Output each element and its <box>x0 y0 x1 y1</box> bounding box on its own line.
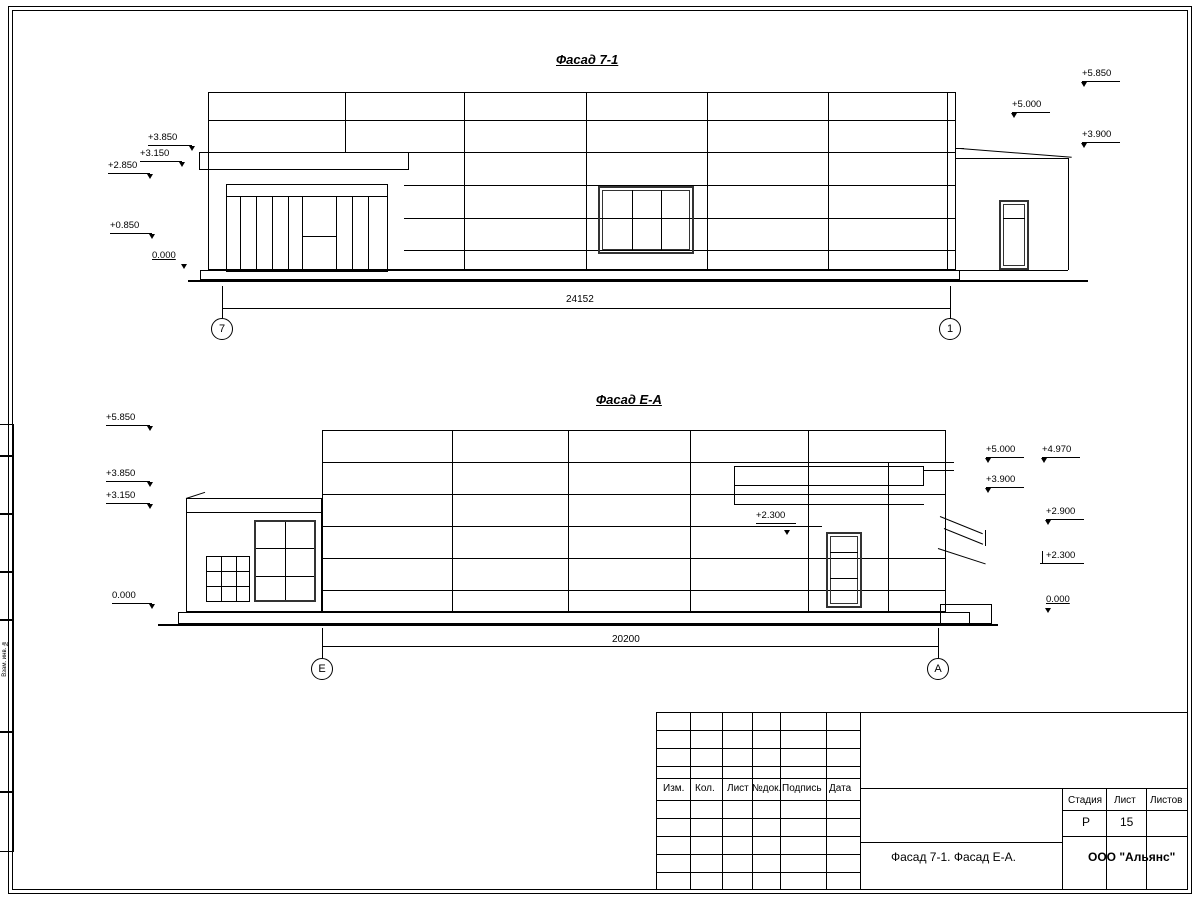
facade-e-a-level-4970-arrow <box>1041 458 1047 463</box>
facade-7-1-entrance-rail <box>302 236 336 237</box>
facade-7-1-entrance-mullion-2 <box>256 196 257 272</box>
facade-e-a-axis-right-line <box>938 646 939 658</box>
facade-7-1-level-3850: +3.850 <box>148 132 178 143</box>
facade-e-a-level-0000-left-line <box>112 603 152 604</box>
facade-e-a-level-0000-right-arrow <box>1045 608 1051 613</box>
title-block-rev-right <box>860 712 861 890</box>
rev-header-ndok: №док. <box>752 783 782 794</box>
facade-e-a-joint-1 <box>322 462 946 463</box>
title-block-rev-row-8 <box>656 872 860 873</box>
facade-7-1-level-0000: 0.000 <box>152 250 176 261</box>
facade-e-a-right-porch <box>940 604 992 624</box>
facade-7-1-level-5850-line <box>1082 81 1120 82</box>
facade-e-a-level-0000-left: 0.000 <box>112 590 136 601</box>
facade-7-1-level-3150: +3.150 <box>140 148 170 159</box>
facade-e-a-level-3150-arrow <box>147 504 153 509</box>
facade-e-a-vjoint-3 <box>690 430 691 612</box>
facade-e-a-level-3150: +3.150 <box>106 490 136 501</box>
facade-7-1-axis-left-line <box>222 308 223 318</box>
facade-7-1-canopy <box>199 152 409 170</box>
facade-e-a-annex-grille-v2 <box>236 556 237 602</box>
side-stamp-7 <box>0 792 14 852</box>
sheet-value: 15 <box>1120 815 1134 829</box>
facade-e-a-level-2300-inner-arrow <box>784 530 790 535</box>
side-stamp-1 <box>0 424 14 456</box>
facade-7-1-annex-right-edge <box>1068 158 1069 270</box>
rev-header-izm: Изм. <box>663 783 685 794</box>
title-block-col-podpis <box>826 712 827 890</box>
facade-e-a-level-0000-right: 0.000 <box>1046 594 1070 605</box>
title-block-rev-row-6 <box>656 836 860 837</box>
facade-e-a-annex-grille-h2 <box>206 586 250 587</box>
facade-e-a-ramp-post <box>985 530 986 546</box>
title-block-right-row-3 <box>1062 836 1188 837</box>
side-stamp-4 <box>0 572 14 620</box>
facade-e-a-axis-bubble-right: А <box>927 658 949 680</box>
facade-7-1-level-3150-arrow <box>179 162 185 167</box>
facade-7-1-joint-1 <box>208 120 956 121</box>
side-stamp-3 <box>0 514 14 572</box>
facade-e-a-axis-bubble-left: Е <box>311 658 333 680</box>
facade-7-1-window-mullion-1 <box>632 190 633 250</box>
side-stamp-label: Взам. инв. № <box>2 640 8 677</box>
facade-e-a-level-5850-line <box>106 425 150 426</box>
facade-e-a-level-5000-line <box>986 457 1024 458</box>
facade-e-a-level-3150-line <box>106 503 150 504</box>
facade-e-a-vjoint-1 <box>452 430 453 612</box>
facade-e-a-level-4970: +4.970 <box>1042 444 1072 455</box>
facade-e-a-axis-left-line <box>322 646 323 658</box>
facade-e-a-annex-window-mullion <box>285 522 286 600</box>
facade-7-1-window-inner <box>602 190 690 250</box>
facade-e-a-level-5850-arrow <box>147 426 153 431</box>
facade-7-1-vjoint-4 <box>707 92 708 270</box>
facade-e-a-level-5000: +5.000 <box>986 444 1016 455</box>
facade-e-a-joint-2 <box>322 494 946 495</box>
title-block-right-row-1 <box>860 788 1188 789</box>
facade-7-1-level-3850-arrow <box>189 146 195 151</box>
facade-7-1-annex-eave <box>956 158 1068 159</box>
facade-e-a-level-2300: +2.300 <box>1046 550 1076 561</box>
facade-e-a-level-2900-arrow <box>1045 520 1051 525</box>
facade-e-a-canopy <box>734 466 924 486</box>
facade-7-1-entrance-mullion-4 <box>288 196 289 272</box>
side-stamp-2 <box>0 456 14 514</box>
title-block-col-list <box>752 712 753 890</box>
facade-7-1-ground-line <box>188 280 1088 282</box>
facade-e-a-plinth <box>178 612 970 624</box>
facade-e-a-level-2900: +2.900 <box>1046 506 1076 517</box>
facade-e-a-level-5850: +5.850 <box>106 412 136 423</box>
drawing-title: Фасад 7-1. Фасад Е-А. <box>891 850 1016 864</box>
title-block-col-kol <box>722 712 723 890</box>
rev-header-podpis: Подпись <box>782 783 822 794</box>
facade-e-a-level-3850-line <box>106 481 150 482</box>
facade-7-1-level-5000: +5.000 <box>1012 99 1042 110</box>
facade-7-1-level-2850: +2.850 <box>108 160 138 171</box>
stage-value: Р <box>1082 815 1091 829</box>
facade-7-1-axis-right-line <box>950 308 951 318</box>
facade-7-1-entrance-door-l <box>302 196 303 272</box>
facade-7-1-entrance-door-r <box>336 196 337 272</box>
facade-e-a-title: Фасад Е-А <box>596 392 662 407</box>
facade-7-1-axis-bubble-right: 1 <box>939 318 961 340</box>
facade-e-a-level-2300-tick <box>1042 551 1043 563</box>
facade-e-a-level-2300-inner: +2.300 <box>756 510 786 521</box>
facade-e-a-level-3850: +3.850 <box>106 468 136 479</box>
facade-7-1-annex-door-inner <box>1003 204 1025 266</box>
facade-e-a-canopy-edge <box>734 504 924 505</box>
facade-e-a-parapet-tab-2 <box>924 470 954 471</box>
title-block-rev-row-5 <box>656 818 860 819</box>
facade-e-a-level-2300-inner-line <box>756 523 796 524</box>
facade-7-1-vjoint-3 <box>586 92 587 270</box>
facade-7-1-dim-line <box>222 308 950 309</box>
facade-7-1-entrance-mullion-1 <box>240 196 241 272</box>
title-block-rev-row-3 <box>656 766 860 767</box>
company-name: ООО "Альянс" <box>1088 850 1176 864</box>
stage-header: Стадия <box>1068 795 1103 806</box>
facade-7-1-level-0850: +0.850 <box>110 220 140 231</box>
facade-7-1-level-5850-arrow <box>1081 82 1087 87</box>
facade-e-a-parapet-tab <box>924 462 954 463</box>
facade-e-a-level-4970-line <box>1042 457 1080 458</box>
facade-e-a-entrance-door-rail <box>830 578 858 579</box>
facade-7-1-level-3150-line <box>140 161 182 162</box>
title-block-col-izm <box>690 712 691 890</box>
facade-7-1-level-3900-line <box>1082 142 1120 143</box>
facade-e-a-level-5000-arrow <box>985 458 991 463</box>
facade-7-1-entrance-mullion-6 <box>368 196 369 272</box>
facade-7-1-level-5000-arrow <box>1011 113 1017 118</box>
sheets-header: Листов <box>1150 795 1183 806</box>
facade-e-a-annex-window-transom-2 <box>256 576 314 577</box>
title-block-rev-row-2 <box>656 748 860 749</box>
facade-e-a-annex-grille-h1 <box>206 571 250 572</box>
side-stamp-6 <box>0 732 14 792</box>
facade-7-1-level-0850-line <box>110 233 152 234</box>
facade-7-1-level-3900-arrow <box>1081 143 1087 148</box>
facade-7-1-level-5850: +5.850 <box>1082 68 1112 79</box>
facade-7-1-level-3900: +3.900 <box>1082 129 1112 140</box>
facade-7-1-level-2850-line <box>108 173 150 174</box>
facade-7-1-level-3850-line <box>148 145 192 146</box>
facade-e-a-left-annex-band <box>186 512 322 513</box>
facade-e-a-annex-window-transom-1 <box>256 548 314 549</box>
facade-7-1-title: Фасад 7-1 <box>556 52 619 67</box>
title-block-right-split <box>1062 788 1063 890</box>
facade-e-a-level-2900-line <box>1046 519 1084 520</box>
title-block-rev-row-1 <box>656 730 860 731</box>
facade-e-a-entrance-door-transom <box>830 552 858 553</box>
facade-e-a-level-3900: +3.900 <box>986 474 1016 485</box>
facade-e-a-annex-grille <box>206 556 250 602</box>
title-block-right-row-2 <box>1062 810 1188 811</box>
rev-header-data: Дата <box>829 783 852 794</box>
facade-e-a-entrance-door-inner <box>830 536 858 604</box>
facade-e-a-overall-dimension: 20200 <box>612 634 640 645</box>
facade-7-1-level-0850-arrow <box>149 234 155 239</box>
facade-7-1-entrance-mullion-5 <box>352 196 353 272</box>
facade-7-1-annex-door-transom <box>1003 218 1025 219</box>
facade-7-1-axis-bubble-left: 7 <box>211 318 233 340</box>
facade-e-a-canopy-end <box>734 486 735 504</box>
title-block-col-ndok <box>780 712 781 890</box>
title-block-rev-header-bottom <box>656 800 860 801</box>
facade-e-a-level-3900-arrow <box>985 488 991 493</box>
facade-e-a-level-3850-arrow <box>147 482 153 487</box>
facade-e-a-level-0000-left-arrow <box>149 604 155 609</box>
title-block-stage-col <box>1106 788 1107 890</box>
facade-7-1-level-0000-arrow <box>181 264 187 269</box>
rev-header-list: Лист <box>727 783 749 794</box>
title-block-rev-row-4 <box>656 778 860 779</box>
facade-7-1-annex-base <box>956 270 1068 271</box>
facade-e-a-vjoint-2 <box>568 430 569 612</box>
facade-7-1-entrance-mullion-3 <box>272 196 273 272</box>
title-block-right-row-4 <box>860 842 1062 843</box>
facade-e-a-level-2300-line <box>1040 563 1084 564</box>
facade-7-1-plinth <box>200 270 960 280</box>
facade-7-1-entrance-transom <box>226 196 388 197</box>
facade-7-1-level-5000-line <box>1012 112 1050 113</box>
facade-7-1-vjoint-5 <box>828 92 829 270</box>
facade-e-a-dim-line <box>322 646 938 647</box>
sheet-header: Лист <box>1114 795 1136 806</box>
facade-e-a-ground-line <box>158 624 998 626</box>
facade-e-a-vjoint-4 <box>808 430 809 612</box>
title-block-sheet-col <box>1146 788 1147 890</box>
facade-7-1-window-transom <box>602 218 690 219</box>
facade-7-1-vjoint-6 <box>947 92 948 270</box>
facade-7-1-vjoint-2 <box>464 92 465 270</box>
rev-header-kol: Кол. <box>695 783 715 794</box>
facade-7-1-entrance-glazing <box>226 184 388 272</box>
facade-e-a-joint-3 <box>322 526 822 527</box>
facade-7-1-vjoint-1 <box>345 92 346 152</box>
facade-7-1-window-mullion-2 <box>661 190 662 250</box>
title-block-rev-row-7 <box>656 854 860 855</box>
facade-e-a-level-3900-line <box>986 487 1024 488</box>
facade-7-1-level-2850-arrow <box>147 174 153 179</box>
facade-7-1-overall-dimension: 24152 <box>566 294 594 305</box>
facade-e-a-annex-grille-v1 <box>221 556 222 602</box>
